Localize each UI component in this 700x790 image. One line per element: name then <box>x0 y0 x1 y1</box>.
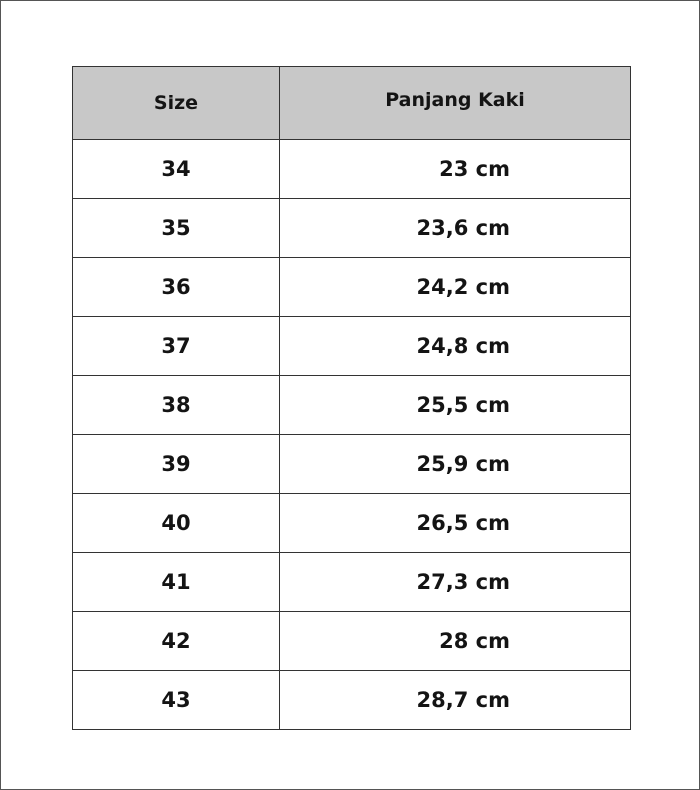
foot-length-cell <box>280 140 631 199</box>
size-cell: 41 <box>73 553 280 612</box>
header-foot-length-label: Panjang Kaki <box>385 89 525 111</box>
table-header-row <box>73 67 631 140</box>
table-row <box>73 317 631 376</box>
foot-length-value: 28,7 cm <box>416 688 510 712</box>
table-body <box>73 140 631 730</box>
table-row <box>73 612 631 671</box>
table-row <box>73 140 631 199</box>
table-row <box>73 553 631 612</box>
size-cell: 39 <box>73 435 280 494</box>
size-cell: 35 <box>73 199 280 258</box>
foot-length-value: 28 cm <box>439 629 510 653</box>
foot-length-cell <box>280 317 631 376</box>
table-row <box>73 435 631 494</box>
foot-length-value: 23,6 cm <box>416 216 510 240</box>
table-row <box>73 671 631 730</box>
size-cell: 37 <box>73 317 280 376</box>
foot-length-cell <box>280 612 631 671</box>
size-cell: 42 <box>73 612 280 671</box>
foot-length-cell <box>280 494 631 553</box>
header-foot-length <box>280 67 631 140</box>
table-row <box>73 199 631 258</box>
foot-length-cell <box>280 376 631 435</box>
table-row <box>73 494 631 553</box>
size-cell: 38 <box>73 376 280 435</box>
foot-length-cell <box>280 199 631 258</box>
foot-length-value: 24,8 cm <box>416 334 510 358</box>
foot-length-value: 26,5 cm <box>416 511 510 535</box>
foot-length-value: 23 cm <box>439 157 510 181</box>
size-cell: 43 <box>73 671 280 730</box>
table-row <box>73 258 631 317</box>
foot-length-value: 27,3 cm <box>416 570 510 594</box>
size-chart-table <box>72 66 631 730</box>
size-cell: 34 <box>73 140 280 199</box>
foot-length-value: 24,2 cm <box>416 275 510 299</box>
header-size: Size <box>73 67 280 140</box>
foot-length-value: 25,5 cm <box>416 393 510 417</box>
size-cell: 36 <box>73 258 280 317</box>
foot-length-value: 25,9 cm <box>416 452 510 476</box>
size-cell: 40 <box>73 494 280 553</box>
foot-length-cell <box>280 258 631 317</box>
foot-length-cell <box>280 435 631 494</box>
foot-length-cell <box>280 671 631 730</box>
table-row <box>73 376 631 435</box>
foot-length-cell <box>280 553 631 612</box>
